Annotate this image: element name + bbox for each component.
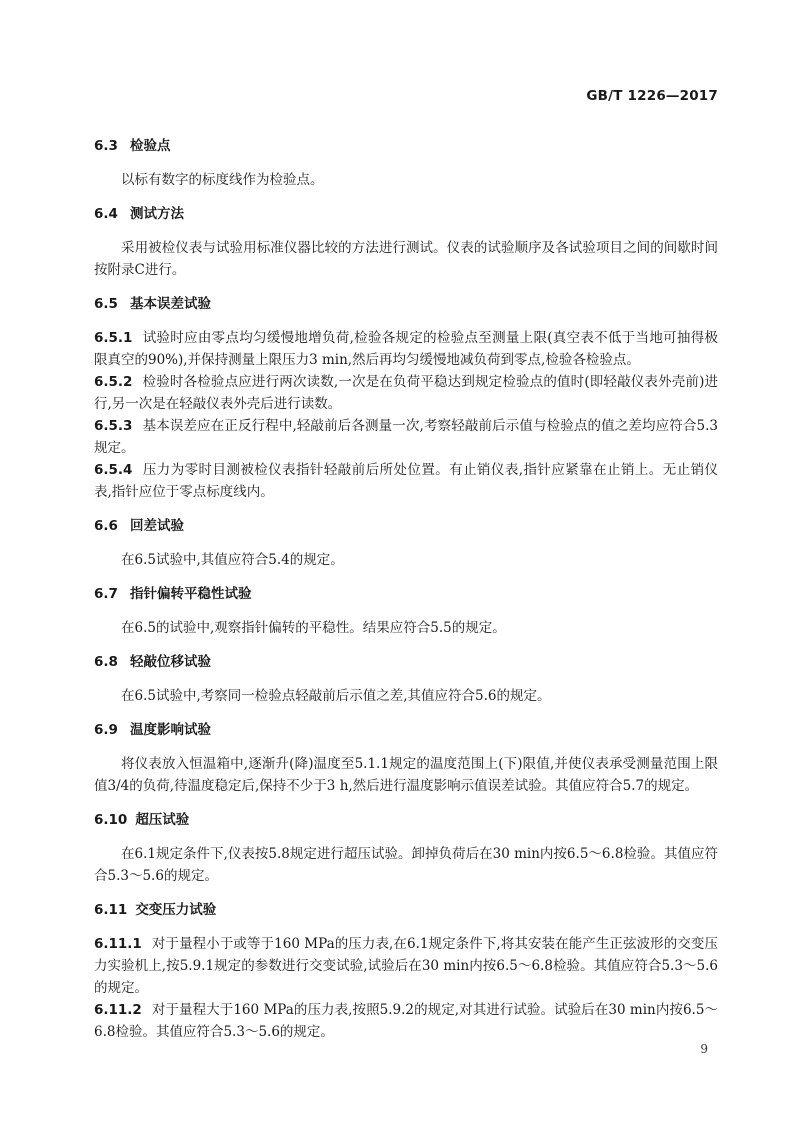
subsection-item	[94, 933, 718, 999]
subsection-item	[94, 459, 718, 503]
section-title: 测试方法	[130, 206, 184, 222]
section-heading-6-3	[94, 136, 718, 156]
section-paragraph: 在6.5试验中,考察同一检验点轻敲前后示值之差,其值应符合5.6的规定。	[121, 688, 551, 704]
subsection-item	[94, 415, 718, 459]
subsection-item	[94, 999, 718, 1043]
section-title: 回差试验	[130, 518, 184, 534]
section-paragraph: 将仪表放入恒温箱中,逐渐升(降)温度至5.1.1规定的温度范围上(下)限值,并使仪表承受测量范围上限值3/4的负荷,待温度稳定后,保持不少于3 h,然后进行温度影响示值误差试验。其值应符合5.7的规定。	[94, 756, 718, 794]
subsection-text: 对于量程小于或等于160 MPa的压力表,在6.1规定条件下,将其安装在能产生正弦波形的交变压力实验机上,按5.9.1规定的参数进行交变试验,试验后在30 min内按6.5～6.8检验。其值应符合5.3～5.6的规定。	[94, 936, 718, 996]
subsection-item	[94, 327, 718, 371]
section-number: 6.11	[94, 902, 128, 918]
subsection-number: 6.5.2	[94, 374, 133, 390]
subsection-item	[94, 371, 718, 415]
subsection-list	[94, 933, 718, 1043]
section-paragraph: 在6.1规定条件下,仪表按5.8规定进行超压试验。卸掉负荷后在30 min内按6.5～6.8检验。其值应符合5.3～5.6的规定。	[94, 846, 718, 884]
section-heading-6-11	[94, 900, 718, 920]
section-heading-6-7	[94, 584, 718, 604]
subsection-number: 6.5.4	[94, 462, 133, 478]
subsection-text: 对于量程大于160 MPa的压力表,按照5.9.2的规定,对其进行试验。试验后在30 min内按6.5～6.8检验。其值应符合5.3～5.6的规定。	[94, 1002, 718, 1040]
document-body	[94, 136, 718, 1056]
section-paragraph: 以标有数字的标度线作为检验点。	[121, 172, 324, 188]
section-title: 基本误差试验	[130, 296, 211, 312]
subsection-text: 压力为零时目测被检仪表指针轻敲前后所处位置。有止销仪表,指针应紧靠在止销上。无止销仪表,指针应位于零点标度线内。	[94, 462, 718, 500]
subsection-number: 6.5.3	[94, 418, 133, 434]
section-paragraph: 采用被检仪表与试验用标准仪器比较的方法进行测试。仪表的试验顺序及各试验项目之间的间歇时间按附录C进行。	[94, 240, 718, 278]
section-paragraph: 在6.5试验中,其值应符合5.4的规定。	[121, 552, 344, 568]
section-number: 6.3	[94, 138, 118, 154]
section-number: 6.4	[94, 206, 118, 222]
subsection-number: 6.11.1	[94, 936, 142, 952]
section-heading-6-6	[94, 516, 718, 536]
section-number: 6.6	[94, 518, 118, 534]
section-title: 交变压力试验	[135, 902, 217, 918]
subsection-text: 试验时应由零点均匀缓慢地增负荷,检验各规定的检验点至测量上限(真空表不低于当地可抽得极限真空的90%),并保持测量上限压力3 min,然后再均匀缓慢地减负荷到零点,检验各检验点。	[94, 330, 718, 368]
section-number: 6.7	[94, 586, 118, 602]
subsection-text: 检验时各检验点应进行两次读数,一次是在负荷平稳达到规定检验点的值时(即轻敲仪表外壳前)进行,另一次是在轻敲仪表外壳后进行读数。	[94, 374, 718, 412]
standard-code: GB/T 1226—2017	[586, 88, 718, 104]
section-title: 轻敲位移试验	[130, 654, 211, 670]
section-number: 6.10	[94, 812, 128, 828]
section-number: 6.5	[94, 296, 118, 312]
section-title: 指针偏转平稳性试验	[130, 586, 252, 602]
subsection-list	[94, 327, 718, 503]
section-heading-6-8	[94, 652, 718, 672]
section-heading-6-5	[94, 294, 718, 314]
section-title: 检验点	[130, 138, 171, 154]
subsection-number: 6.5.1	[94, 330, 133, 346]
section-number: 6.8	[94, 654, 118, 670]
section-heading-6-4	[94, 204, 718, 224]
section-paragraph: 在6.5的试验中,观察指针偏转的平稳性。结果应符合5.5的规定。	[121, 620, 506, 636]
section-title: 超压试验	[135, 812, 190, 828]
section-title: 温度影响试验	[130, 722, 211, 738]
page-number: 9	[700, 1042, 708, 1056]
section-heading-6-10	[94, 810, 718, 830]
subsection-number: 6.11.2	[94, 1002, 142, 1018]
section-number: 6.9	[94, 722, 118, 738]
subsection-text: 基本误差应在正反行程中,轻敲前后各测量一次,考察轻敲前后示值与检验点的值之差均应符合5.3规定。	[94, 418, 718, 456]
section-heading-6-9	[94, 720, 718, 740]
